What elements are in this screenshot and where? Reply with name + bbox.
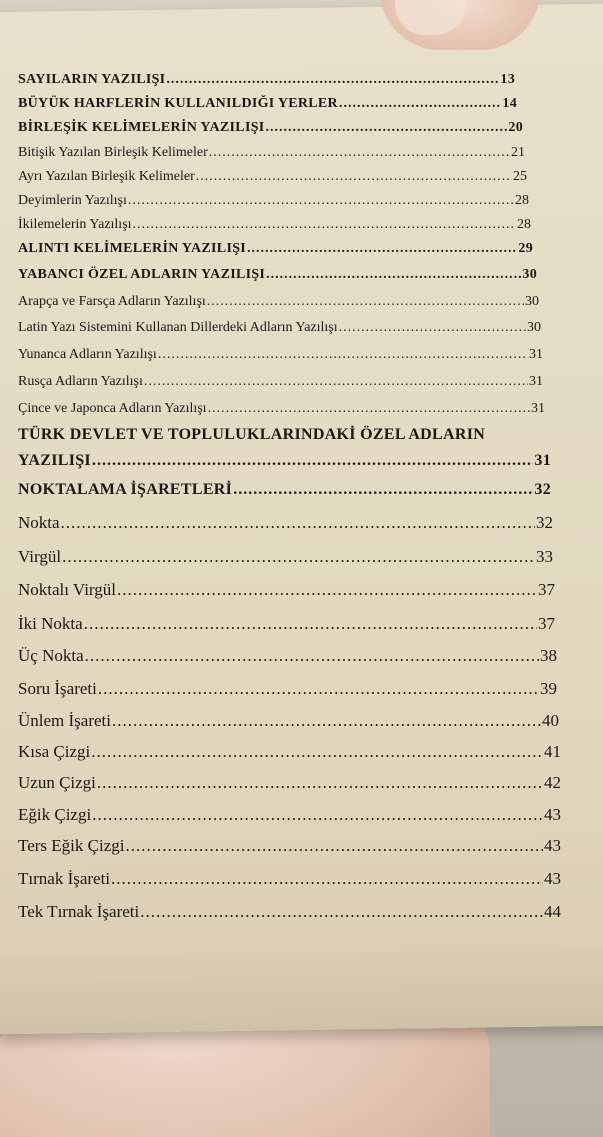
toc-entry	[18, 193, 529, 209]
toc-entry	[18, 96, 517, 112]
toc-entry-label: Soru İşareti	[18, 679, 97, 698]
dot-leader	[62, 547, 535, 567]
toc-entry-page: 40	[542, 711, 559, 730]
dot-leader	[196, 169, 512, 185]
toc-entry-label: Uzun Çizgi	[18, 773, 96, 792]
toc-entry-page: 30	[522, 267, 537, 282]
dot-leader	[97, 773, 543, 793]
toc-entry-label: BİRLEŞİK KELİMELERİN YAZILIŞI	[18, 120, 265, 135]
toc-entry	[18, 773, 561, 793]
toc-entry	[18, 742, 561, 762]
toc-entry	[18, 869, 561, 889]
toc-entry-page: 31	[531, 401, 545, 416]
toc-entry-label: Rusça Adların Yazılışı	[18, 374, 143, 389]
toc-entry-label: Noktalı Virgül	[18, 580, 116, 599]
toc-entry-page: 43	[544, 836, 561, 855]
toc-entry-page: 21	[511, 145, 525, 160]
toc-entry-label: SAYILARIN YAZILIŞI	[18, 72, 166, 87]
toc-entry-label: Bitişik Yazılan Birleşik Kelimeler	[18, 145, 208, 160]
toc-entry-label: Tek Tırnak İşareti	[18, 902, 140, 921]
dot-leader	[92, 805, 543, 825]
toc-entry	[18, 481, 551, 499]
toc-entry-page: 37	[538, 614, 555, 633]
toc-entry-label: Yunanca Adların Yazılışı	[18, 347, 157, 362]
dot-leader	[92, 452, 533, 470]
toc-entry	[18, 267, 537, 283]
toc-entry	[18, 580, 555, 600]
toc-entry	[18, 72, 515, 88]
toc-entry	[18, 547, 553, 567]
toc-entry-page: 13	[500, 72, 515, 87]
toc-entry	[18, 452, 551, 470]
dot-leader	[125, 836, 543, 856]
toc-entry-label: Kısa Çizgi	[18, 742, 91, 761]
toc-entry-label: YABANCI ÖZEL ADLARIN YAZILIŞI	[18, 267, 266, 282]
dot-leader	[247, 241, 517, 257]
dot-leader	[266, 267, 521, 283]
toc-entry-page: 39	[540, 679, 557, 698]
toc-entry-label: Virgül	[18, 547, 62, 566]
toc-entry-label: Ünlem İşareti	[18, 711, 111, 730]
toc-entry-label: Ters Eğik Çizgi	[18, 836, 125, 855]
toc-entry-page: 29	[518, 241, 533, 256]
toc-entry-label: Eğik Çizgi	[18, 805, 92, 824]
toc-entry	[18, 614, 555, 634]
toc-entry	[18, 217, 531, 233]
toc-entry	[18, 320, 541, 336]
toc-entry-label: Arapça ve Farsça Adların Yazılışı	[18, 294, 206, 309]
toc-entry-page: 20	[508, 120, 523, 135]
toc-entry-page: 31	[529, 374, 543, 389]
toc-entry-page: 33	[536, 547, 553, 566]
toc-entry	[18, 711, 559, 731]
dot-leader	[85, 646, 539, 666]
toc-entry-page: 30	[527, 320, 541, 335]
toc-entry-page: 44	[544, 902, 561, 921]
dot-leader	[266, 120, 508, 136]
toc-entry-label: Deyimlerin Yazılışı	[18, 193, 127, 208]
toc-entry-label: Nokta	[18, 513, 60, 532]
dot-leader	[91, 742, 543, 762]
toc-entry-page: 14	[502, 96, 517, 111]
dot-leader	[128, 193, 514, 209]
toc-entry-page: 30	[525, 294, 539, 309]
dot-leader	[209, 145, 510, 161]
dot-leader	[61, 513, 535, 533]
dot-leader	[339, 320, 526, 336]
toc-entry	[18, 646, 557, 666]
toc-entry-page: 25	[513, 169, 527, 184]
toc-entry-label: ALINTI KELİMELERİN YAZILIŞI	[18, 241, 247, 256]
toc-entry	[18, 836, 561, 856]
toc-entry	[18, 679, 557, 699]
toc-entry-label: Tırnak İşareti	[18, 869, 111, 888]
toc-entry-page: 31	[529, 347, 543, 362]
dot-leader	[233, 481, 533, 499]
dot-leader	[84, 614, 537, 634]
toc-entry	[18, 374, 543, 390]
toc-entry-page: 31	[534, 452, 551, 469]
toc-entry-page: 32	[534, 481, 551, 498]
toc-entry	[18, 513, 553, 533]
dot-leader	[111, 869, 543, 889]
dot-leader	[166, 72, 499, 88]
toc-entry-page: 38	[540, 646, 557, 665]
toc-entry-page: 28	[517, 217, 531, 232]
toc-entry-page: 32	[536, 513, 553, 532]
toc-entry	[18, 145, 525, 161]
toc-entry-label: Ayrı Yazılan Birleşik Kelimeler	[18, 169, 195, 184]
dot-leader	[112, 711, 541, 731]
toc-entry-label: Üç Nokta	[18, 646, 84, 665]
toc-entry-label: İkilemelerin Yazılışı	[18, 217, 132, 232]
toc-entry	[18, 241, 533, 257]
toc-entry-page: 43	[544, 805, 561, 824]
toc-entry-label-line1: TÜRK DEVLET VE TOPLULUKLARINDAKİ ÖZEL ADLARIN	[18, 426, 486, 443]
toc-entry-page: 43	[544, 869, 561, 888]
toc-entry	[18, 120, 523, 136]
dot-leader	[117, 580, 537, 600]
toc-entry-label: YAZILIŞI	[18, 452, 91, 469]
dot-leader	[140, 902, 543, 922]
dot-leader	[144, 374, 528, 390]
toc-entry	[18, 805, 561, 825]
toc-entry	[18, 902, 561, 922]
toc-entry	[18, 347, 543, 363]
toc-entry	[18, 401, 545, 417]
toc-entry-label: BÜYÜK HARFLERİN KULLANILDIĞI YERLER	[18, 96, 338, 111]
dot-leader	[208, 401, 530, 417]
toc-entry-label: İki Nokta	[18, 614, 83, 633]
toc-entry-label: Çince ve Japonca Adların Yazılışı	[18, 401, 207, 416]
dot-leader	[158, 347, 528, 363]
toc-entry	[18, 169, 527, 185]
toc-entry-page: 28	[515, 193, 529, 208]
toc-entry-page: 42	[544, 773, 561, 792]
toc-entry-label: Latin Yazı Sistemini Kullanan Dillerdeki Adların Yazılışı	[18, 320, 338, 335]
toc-entry-page: 41	[544, 742, 561, 761]
dot-leader	[339, 96, 501, 112]
toc-entry-page: 37	[538, 580, 555, 599]
dot-leader	[133, 217, 516, 233]
toc-entry-label: NOKTALAMA İŞARETLERİ	[18, 481, 233, 498]
toc-entry	[18, 294, 539, 310]
dot-leader	[207, 294, 524, 310]
dot-leader	[98, 679, 539, 699]
